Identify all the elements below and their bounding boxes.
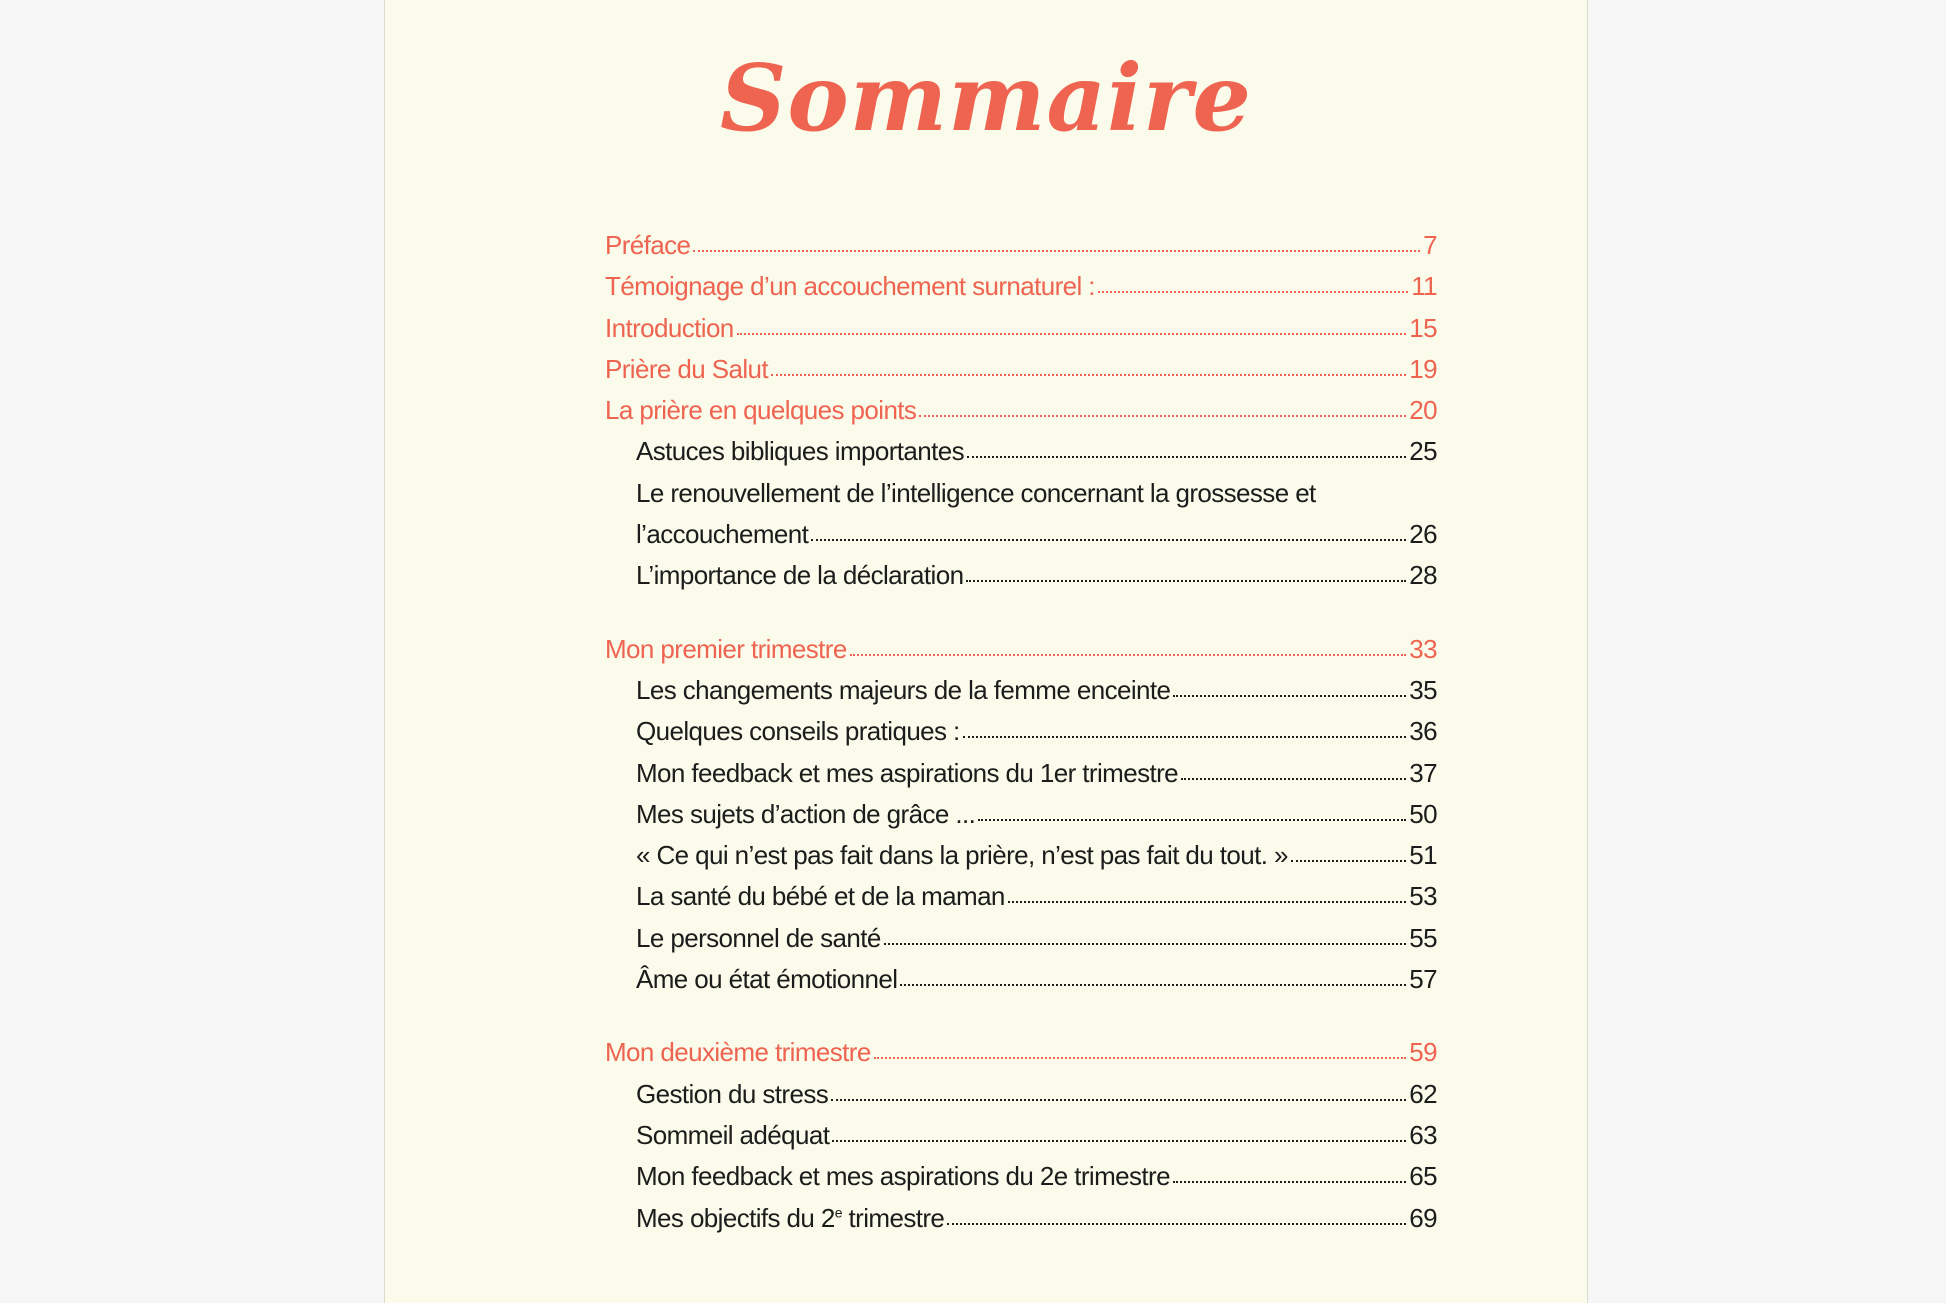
toc-entry-wrapped-line[interactable]: [605, 478, 1437, 519]
toc-entry-label: Le renouvellement de l’intelligence concernant la grossesse et: [636, 477, 1316, 508]
toc-entry-label: Préface: [605, 230, 691, 260]
toc-entry[interactable]: [605, 354, 1437, 395]
toc-entry-page: 50: [1409, 798, 1437, 829]
dot-leader: [963, 736, 1407, 738]
toc-entry-label: L’importance de la déclaration: [636, 560, 964, 591]
toc-entry[interactable]: [605, 230, 1437, 271]
dot-leader: [978, 819, 1406, 821]
toc-entry[interactable]: [605, 560, 1437, 601]
dot-leader: [831, 1099, 1406, 1101]
toc-entry-page: 28: [1409, 560, 1437, 591]
toc-entry-label: Âme ou état émotionnel: [636, 964, 898, 995]
toc-entry[interactable]: [605, 964, 1437, 1005]
dot-leader: [1173, 695, 1406, 697]
toc-entry[interactable]: [605, 716, 1437, 757]
toc-entry-label: Mon deuxième trimestre: [605, 1037, 871, 1068]
toc-entry[interactable]: [605, 758, 1437, 799]
toc-entry-label: « Ce qui n’est pas fait dans la prière, n’est pas fait du tout. »: [636, 840, 1288, 871]
table-of-contents: [605, 230, 1437, 1276]
dot-leader: [737, 333, 1407, 335]
dot-leader: [771, 374, 1406, 376]
toc-entry-page: 63: [1409, 1119, 1437, 1150]
toc-entry[interactable]: [605, 675, 1437, 716]
toc-entry-page: 25: [1409, 436, 1437, 467]
toc-entry[interactable]: [605, 1037, 1437, 1078]
label-text: trimestre: [841, 1202, 945, 1233]
toc-entry-label: La santé du bébé et de la maman: [636, 881, 1005, 912]
toc-entry[interactable]: [605, 1120, 1437, 1161]
toc-entry-page: 11: [1411, 271, 1437, 302]
dot-leader: [900, 984, 1406, 986]
toc-entry-label: Mon premier trimestre: [605, 633, 847, 664]
toc-entry[interactable]: [605, 395, 1437, 436]
toc-entry[interactable]: [605, 519, 1437, 560]
toc-entry-page: 37: [1409, 757, 1437, 788]
toc-entry-page: 26: [1409, 519, 1437, 550]
dot-leader: [693, 250, 1420, 252]
dot-leader: [1291, 860, 1406, 862]
dot-leader: [811, 539, 1406, 541]
superscript: e: [834, 1203, 842, 1220]
toc-entry-label: Quelques conseils pratiques :: [636, 716, 960, 747]
dot-leader: [947, 1223, 1406, 1225]
toc-entry-label: Mon feedback et mes aspirations du 1er trimestre: [636, 757, 1179, 788]
toc-entry-page: 53: [1409, 881, 1437, 912]
toc-entry-label: La prière en quelques points: [605, 395, 917, 426]
toc-entry[interactable]: [605, 799, 1437, 840]
toc-entry[interactable]: [605, 881, 1437, 922]
toc-entry-page: 33: [1409, 633, 1437, 664]
toc-entry-page: 35: [1409, 674, 1437, 705]
toc-entry-label: Le personnel de santé: [636, 922, 881, 953]
toc-entry[interactable]: [605, 1203, 1437, 1244]
dot-leader: [967, 456, 1406, 458]
toc-entry[interactable]: [605, 1079, 1437, 1120]
toc-entry[interactable]: [605, 436, 1437, 477]
toc-entry-page: 7: [1423, 230, 1437, 260]
toc-entry-label: Prière du Salut: [605, 353, 768, 384]
toc-entry-page: 57: [1409, 964, 1437, 995]
toc-entry[interactable]: [605, 923, 1437, 964]
toc-entry-label: l’accouchement: [636, 519, 809, 550]
dot-leader: [850, 654, 1407, 656]
toc-entry[interactable]: [605, 313, 1437, 354]
label-text: Mes objectifs du 2: [636, 1202, 835, 1233]
toc-entry[interactable]: [605, 1161, 1437, 1202]
toc-entry-label: Introduction: [605, 312, 734, 343]
toc-entry-label: Mes sujets d’action de grâce ...: [636, 798, 976, 829]
toc-entry-label: Mon feedback et mes aspirations du 2e trimestre: [636, 1161, 1170, 1192]
toc-section: [605, 230, 1437, 602]
toc-entry-page: 19: [1409, 353, 1437, 384]
toc-entry[interactable]: [605, 634, 1437, 675]
dot-leader: [919, 415, 1406, 417]
toc-entry-page: 15: [1409, 312, 1437, 343]
toc-entry-label: Sommeil adéquat: [636, 1119, 830, 1150]
toc-entry-label: Les changements majeurs de la femme enceinte: [636, 674, 1171, 705]
toc-entry[interactable]: [605, 271, 1437, 312]
toc-section: [605, 1037, 1437, 1243]
toc-entry-page: 69: [1409, 1202, 1437, 1233]
dot-leader: [1098, 291, 1408, 293]
page-title: Sommaire: [719, 44, 1253, 152]
toc-entry[interactable]: [605, 840, 1437, 881]
dot-leader: [1173, 1181, 1406, 1183]
dot-leader: [884, 943, 1407, 945]
dot-leader: [1008, 901, 1406, 903]
toc-entry-page: 65: [1409, 1161, 1437, 1192]
toc-entry-page: 51: [1409, 840, 1437, 871]
dot-leader: [966, 580, 1406, 582]
toc-entry-page: 59: [1409, 1037, 1437, 1068]
document-page: [384, 0, 1588, 1303]
toc-entry-page: 36: [1409, 716, 1437, 747]
toc-entry-label: Témoignage d’un accouchement surnaturel :: [605, 271, 1095, 302]
toc-entry-page: 55: [1409, 922, 1437, 953]
toc-entry-label: Gestion du stress: [636, 1078, 829, 1109]
dot-leader: [832, 1140, 1406, 1142]
toc-entry-page: 62: [1409, 1078, 1437, 1109]
toc-entry-label: Astuces bibliques importantes: [636, 436, 965, 467]
dot-leader: [874, 1057, 1407, 1059]
toc-section: [605, 634, 1437, 1006]
toc-entry-label: [636, 1203, 944, 1234]
dot-leader: [1181, 778, 1406, 780]
toc-entry-page: 20: [1409, 395, 1437, 426]
